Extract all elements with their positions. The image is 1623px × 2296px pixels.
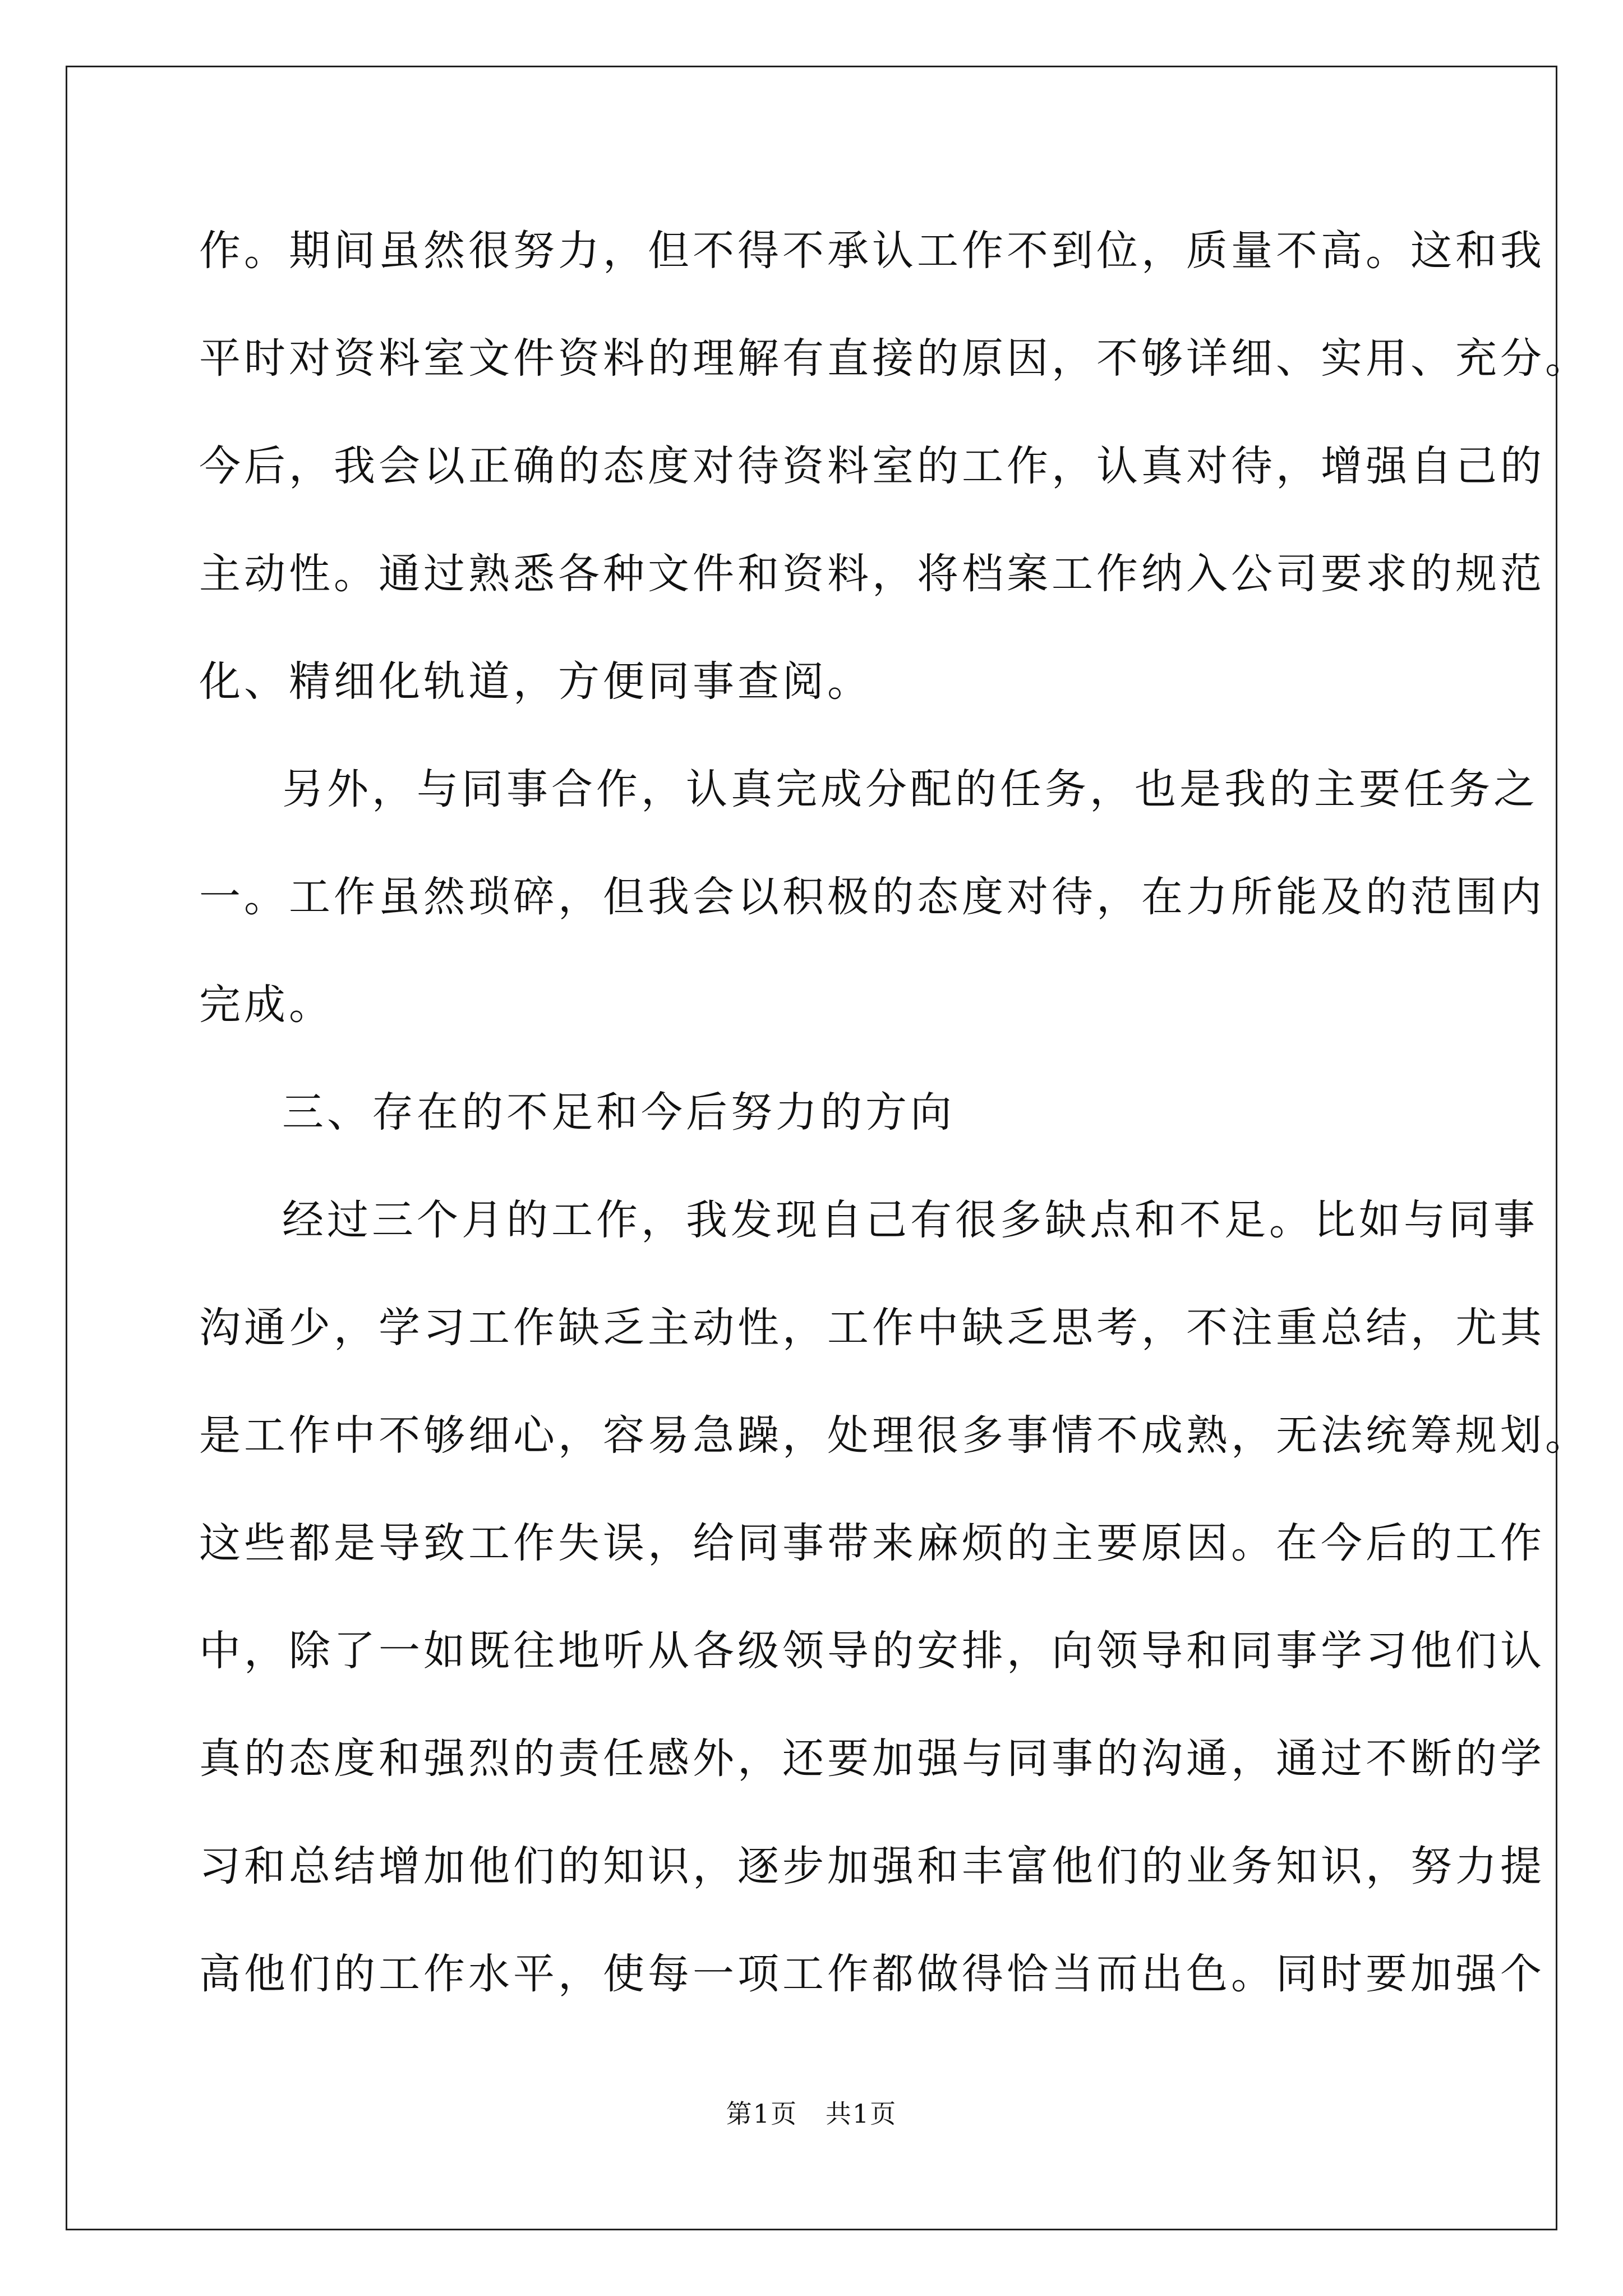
text-line: 习和总结增加他们的知识，逐步加强和丰富他们的业务知识，努力提 [199,1842,1545,1890]
text-line: 主动性。通过熟悉各种文件和资料，将档案工作纳入公司要求的规范 [199,550,1545,598]
text-line: 沟通少，学习工作缺乏主动性，工作中缺乏思考，不注重总结，尤其 [199,1304,1545,1352]
text-line: 高他们的工作水平，使每一项工作都做得恰当而出色。同时要加强个 [199,1950,1545,1998]
text-line: 中，除了一如既往地听从各级领导的安排，向领导和同事学习他们认 [199,1627,1545,1675]
text-line: 真的态度和强烈的责任感外，还要加强与同事的沟通，通过不断的学 [199,1734,1545,1783]
section-heading: 三、存在的不足和今后努力的方向 [282,1088,955,1137]
text-line: 作。期间虽然很努力，但不得不承认工作不到位，质量不高。这和我 [199,227,1545,275]
text-line: 一。工作虽然琐碎，但我会以积极的态度对待，在力所能及的范围内 [199,873,1545,921]
text-line: 平时对资料室文件资料的理解有直接的原因，不够详细、实用、充分。 [199,334,1590,383]
text-line: 这些都是导致工作失误，给同事带来麻烦的主要原因。在今后的工作 [199,1519,1545,1567]
text-line: 今后，我会以正确的态度对待资料室的工作，认真对待，增强自己的 [199,442,1545,490]
paragraph-start-line: 另外，与同事合作，认真完成分配的任务，也是我的主要任务之 [282,765,1538,813]
page-footer: 第1页 共1页 [726,2099,897,2129]
paragraph-start-line: 经过三个月的工作，我发现自己有很多缺点和不足。比如与同事 [282,1196,1538,1244]
document-body [199,216,1590,2047]
text-line: 完成。 [199,981,334,1029]
text-line: 是工作中不够细心，容易急躁，处理很多事情不成熟，无法统筹规划。 [199,1411,1590,1460]
text-line: 化、精细化轨道，方便同事查阅。 [199,657,872,706]
